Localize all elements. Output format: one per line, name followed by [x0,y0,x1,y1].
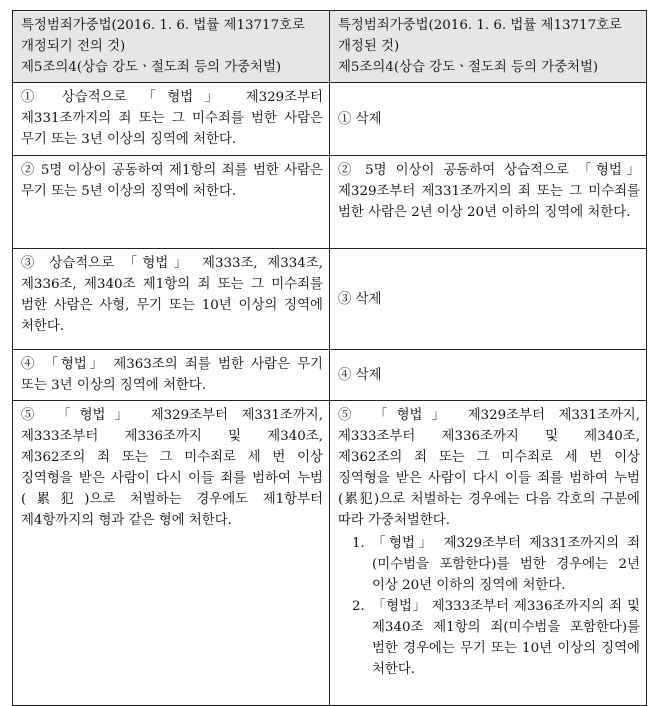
table-row [13,156,647,249]
list-item [338,533,640,596]
table-row [13,401,647,706]
subitem-text: 「형법」 제329조부터 제331조까지의 죄(미수범을 포함한다)를 범한 경우에는 2년 이상 20년 이하의 징역에 처한다. [372,536,640,593]
clause-4-new: ④ 삭제 [330,350,647,401]
clause-5-old: ⑤ 「형법」 제329조부터 제331조까지, 제333조부터 제336조까지 및 제340조, 제362조의 죄 또는 그 미수죄로 세 번 이상 징역형을 받은 사람이 다시 이들 죄를 범하여 누범(累犯)으로 처벌하는 경우에도 제1항부터 제4항까지의 형과 같은 형에 처한다. [13,401,330,706]
table-row [13,249,647,350]
comparison-table [12,10,647,706]
clause-2-old: ② 5명 이상이 공동하여 제1항의 죄를 범한 사람은 무기 또는 5년 이상의 징역에 처한다. [13,156,330,249]
header-new-law [330,11,647,83]
table-row [13,83,647,156]
clause-2-new: ② 5명 이상이 공동하여 상습적으로 「형법」 제329조부터 제331조까지의 죄 또는 그 미수죄를 범한 사람은 2년 이상 20년 이하의 징역에 처한다. [330,156,647,249]
list-item [338,596,640,680]
subitem-number: 1. [352,536,365,551]
header-old-line3: 제5조의4(상습 강도ㆍ절도죄 등의 가중처벌) [21,60,282,75]
clause-5-subitems [338,533,640,680]
clause-5-new [330,401,647,706]
subitem-number: 2. [352,599,365,614]
subitem-text: 「형법」 제333조부터 제336조까지의 죄 및 제340조 제1항의 죄(미수범을 포함한다)를 범한 경우에는 무기 또는 10년 이상의 징역에 처한다. [372,599,640,677]
header-old-law [13,11,330,83]
header-old-line2: 개정되기 전의 것) [21,39,126,54]
clause-1-old: ① 상습적으로 「형법」 제329조부터 제331조까지의 죄 또는 그 미수죄를 범한 사람은 무기 또는 3년 이상의 징역에 처한다. [13,83,330,156]
clause-3-new: ③ 삭제 [330,249,647,350]
header-new-line3: 제5조의4(상습 강도ㆍ절도죄 등의 가중처벌) [338,60,599,75]
clause-4-old: ④ 「형법」 제363조의 죄를 범한 사람은 무기 또는 3년 이상의 징역에 처한다. [13,350,330,401]
clause-5-new-intro: ⑤ 「형법」 제329조부터 제331조까지, 제333조부터 제336조까지 및 제340조, 제362조의 죄 또는 그 미수죄로 세 번 이상 징역형을 받은 사람이 다시 이들 죄를 범하여 누범(累犯)으로 처벌하는 경우에는 다음 각호의 구분에 따라 가중처벌한다. [338,408,640,528]
clause-1-new: ① 삭제 [330,83,647,156]
header-new-line2: 개정된 것) [338,39,400,54]
table-header-row [13,11,647,83]
clause-3-old: ③ 상습적으로 「형법」 제333조, 제334조, 제336조, 제340조 제1항의 죄 또는 그 미수죄를 범한 사람은 사형, 무기 또는 10년 이상의 징역에 처한다. [13,249,330,350]
header-new-line1: 특정범죄가중법(2016. 1. 6. 법률 제13717호로 [338,18,622,33]
table-row [13,350,647,401]
header-old-line1: 특정범죄가중법(2016. 1. 6. 법률 제13717호로 [21,18,305,33]
